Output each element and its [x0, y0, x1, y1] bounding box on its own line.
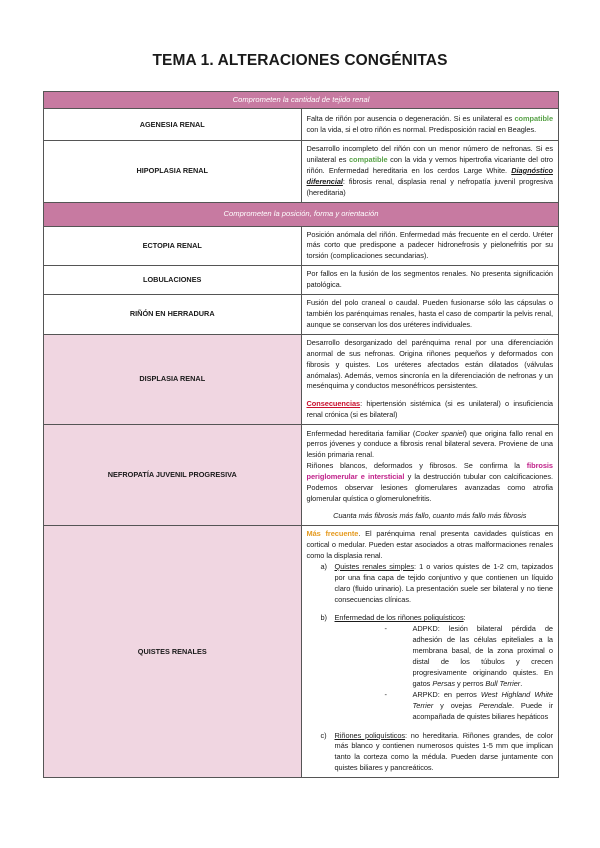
- list-item: b) Enfermedad de los riñones poliquísticos:: [320, 613, 466, 623]
- row-label-agenesia: AGENESIA RENAL: [44, 109, 302, 141]
- list-item: c) Riñones poliquísticos: no hereditaria. Riñones grandes, de color más blanco y contienen numerosos quistes 1-5 mm que implican tanto la corteza como la médula. Pueden darse juntamente con quistes biliares y pancreáticos.: [320, 730, 553, 773]
- table-row: [44, 526, 559, 778]
- row-label-quistes: QUISTES RENALES: [44, 526, 302, 778]
- list-item: - ARPKD: en perros West Highland White Terrier y ovejas Perendale. Puede ir acompañada de quistes biliares hepáticos: [384, 689, 553, 721]
- page-title: TEMA 1. ALTERACIONES CONGÉNITAS: [152, 52, 448, 69]
- row-label-ectopia: ECTOPIA RENAL: [44, 226, 302, 266]
- row-text-agenesia: Falta de riñón por ausencia o degeneración. Si es unilateral es compatible con la vida, si el otro riñón es normal. Predisposición racial en Beagles.: [301, 109, 559, 141]
- row-text-herradura: Fusión del polo craneal o caudal. Pueden fusionarse sólo las cápsulas o también los parénquimas renales, hasta el caso de compartir la pelvis renal, aunque se conservan los dos uréteres individuales.: [301, 295, 559, 335]
- row-label-displasia: DISPLASIA RENAL: [44, 334, 302, 424]
- row-text-quistes: Más frecuente. El parénquima renal presenta cavidades quísticas en cortical o medular. Pueden estar asociados a otras malformaciones renales como la displasia renal. a) Quistes renales simples: 1 o varios quistes de 1-2 cm, tapizados por una fina capa de tejido conjuntivo y que contienen un líquido claro (fluido urinario). La presentación suele ser bilateral y no tiene consecuencias clínicas. b) Enfermedad de los riñones poliquísticos: - ADPKD: lesión bilateral pérdida de adhesión de las células epiteliales a la membrana basal, de la zona proximal o distal de los túbulos y crecen progresivamente originando quistes. En gatos Persas y perros Bull Terrier. - ARPKD: en perros West Highland White Terrier y ovejas Perendale. Puede ir acompañada de quistes biliares hepáticos c) Riñones poliquísticos: no hereditaria. Riñones grandes, de color más blanco y contienen numerosos quistes 1-5 mm que implican tanto la corteza como la médula. Pueden darse juntamente con quistes biliares y pancreáticos.: [301, 526, 559, 778]
- row-label-lobulaciones: LOBULACIONES: [44, 266, 302, 295]
- table-row: [44, 425, 559, 526]
- row-text-nefropatia: Enfermedad hereditaria familiar (Cocker spaniel) que origina fallo renal en perros jóvenes y conduce a fibrosis renal bilateral severa. Proviene de una lesión primaria renal. Riñones blancos, deformados y fibrosos. Se confirma la fibrosis periglomerular e intersticial y la destrucción tubular con calcificaciones. Podemos observar lesiones glomerulares avanzadas como atrofia glomerular quística o glomerulonefritis. Cuanta más fibrosis más fallo, cuanto más fallo más fibrosis: [301, 425, 559, 526]
- list-item: a) Quistes renales simples: 1 o varios quistes de 1-2 cm, tapizados por una fina capa de tejido conjuntivo y que contienen un líquido claro (fluido urinario). La presentación suele ser bilateral y no tiene consecuencias clínicas.: [320, 561, 553, 604]
- table-row: [44, 141, 559, 203]
- congenital-alterations-table: [43, 91, 559, 778]
- row-text-ectopia: Posición anómala del riñón. Enfermedad más frecuente en el cerdo. Uréter más corto que predispone a padecer hidronefrosis y pielonefritis por su torsión (complicaciones secundarias).: [301, 226, 559, 266]
- row-label-herradura: RIÑÓN EN HERRADURA: [44, 295, 302, 335]
- row-text-displasia: Desarrollo desorganizado del parénquima renal por una diferenciación anormal de sus nefronas. Origina riñones pequeños y deformados con fibrosis y quistes. Los uréteres afectados están dilatados (válvulas anómalas). Además, vemos sincronía en la diferenciación de nefronas y un mesénquima y conductos mesonéfricos persistentes. Consecuencias: hipertensión sistémica (si es unilateral) o insuficiencia renal crónica (si es bilateral): [301, 334, 559, 424]
- table-row: [44, 226, 559, 266]
- table-row: [44, 295, 559, 335]
- row-label-nefropatia: NEFROPATÍA JUVENIL PROGRESIVA: [44, 425, 302, 526]
- row-text-hipoplasia: Desarrollo incompleto del riñón con un menor número de nefronas. Si es unilateral es compatible con la vida y vemos hipertrofia vicariante del otro riñón. Enfermedad hereditaria en los cerdos Large White. Diagnóstico diferencial: fibrosis renal, displasia renal y nefropatía juvenil progresiva (hereditaria): [301, 141, 559, 203]
- table-row: [44, 109, 559, 141]
- row-text-lobulaciones: Por fallos en la fusión de los segmentos renales. No presenta significación patológica.: [301, 266, 559, 295]
- table-row: [44, 334, 559, 424]
- section-header-position: Comprometen la posición, forma y orientación: [44, 202, 559, 226]
- list-item: - ADPKD: lesión bilateral pérdida de adhesión de las células epiteliales a la membrana basal, de la zona proximal o distal de los túbulos y crecen progresivamente originando quistes. En gatos Persas y perros Bull Terrier.: [384, 624, 553, 688]
- section-header-quantity: Comprometen la cantidad de tejido renal: [44, 92, 559, 109]
- table-row: [44, 266, 559, 295]
- row-label-hipoplasia: HIPOPLASIA RENAL: [44, 141, 302, 203]
